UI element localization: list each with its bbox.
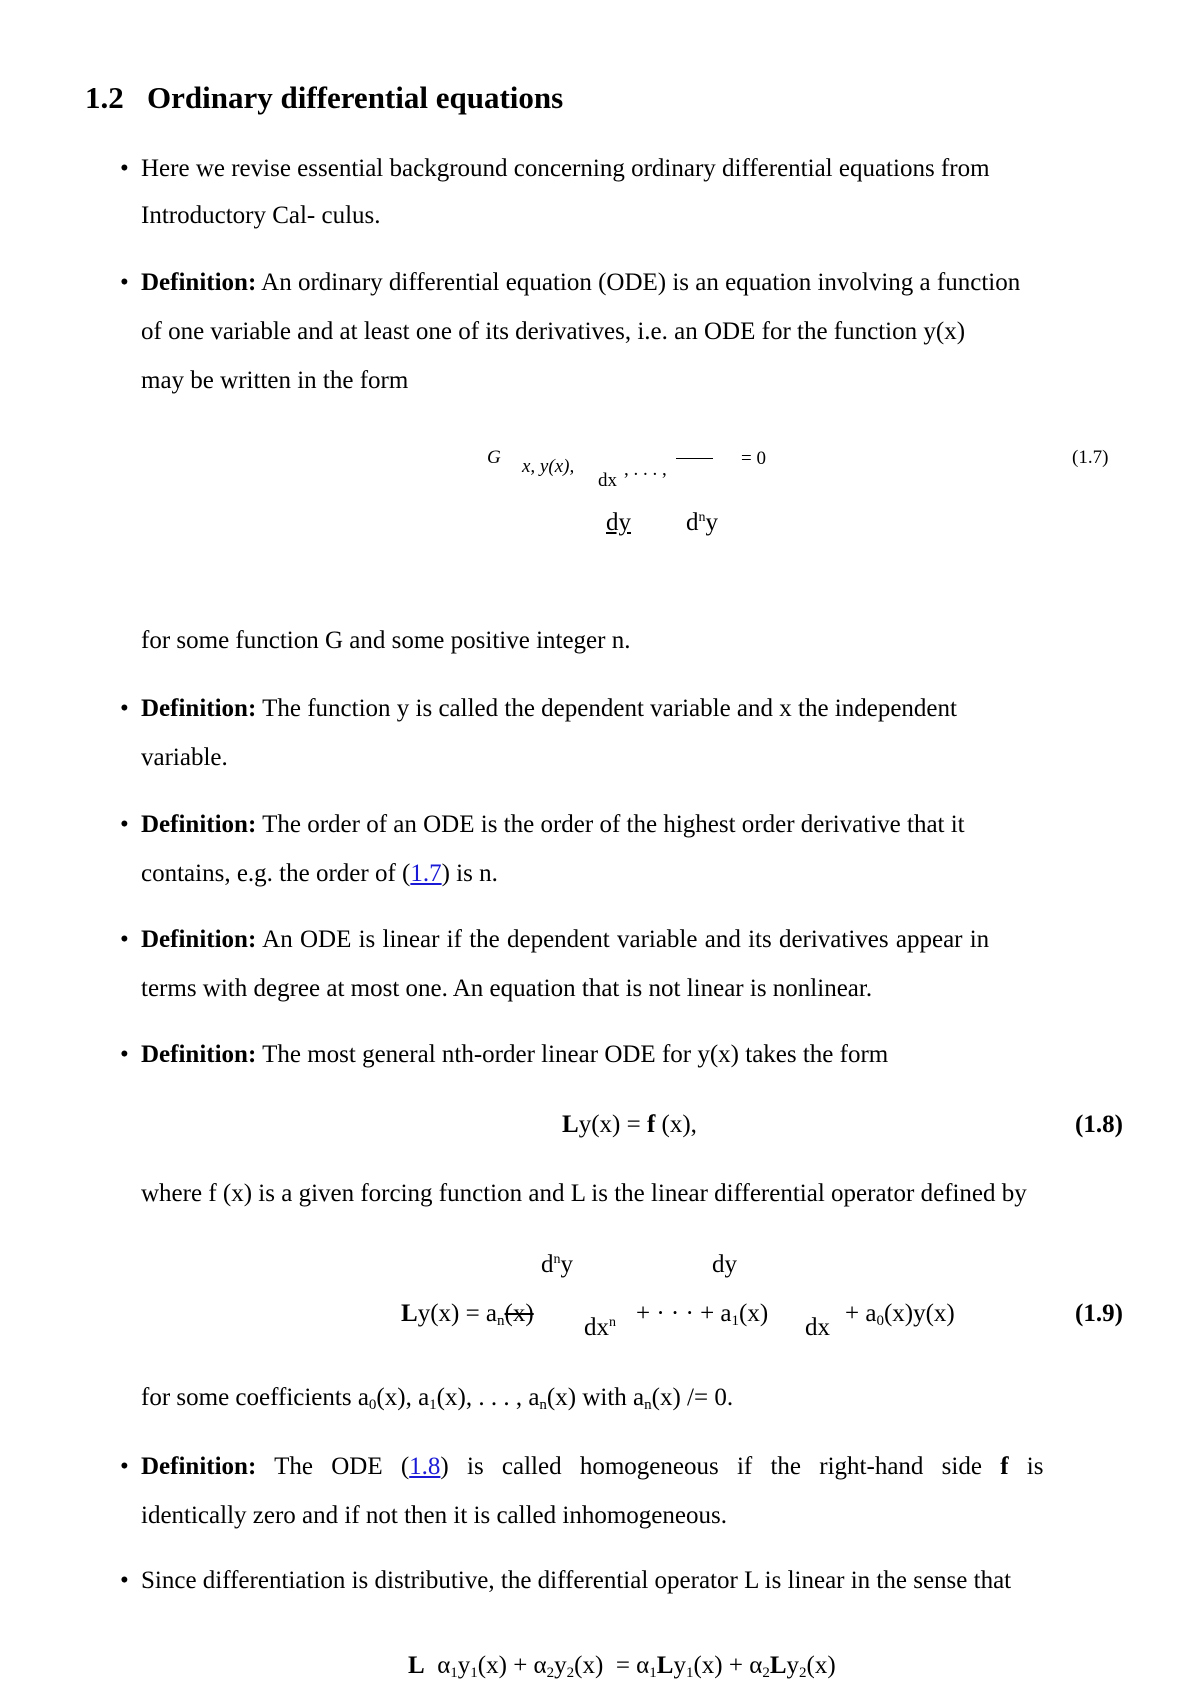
bullet-3-text: The function y is called the dependent variable and x the independent xyxy=(262,695,957,722)
eq17-dx: dx xyxy=(598,470,617,491)
bullet-8-line-1: Since differentiation is distributive, the differential operator L is linear in the sense that xyxy=(141,1567,1012,1594)
definition-label: Definition: xyxy=(141,269,257,296)
bullet-7-line-2: identically zero and if not then it is called inhomogeneous. xyxy=(141,1502,727,1529)
eq17-dots: , . . . , xyxy=(624,459,667,480)
definition-label: Definition: xyxy=(141,1453,257,1480)
bullet-4-line-1 xyxy=(141,811,965,839)
eq-linearity: L $\alpha_1y_1(x) + \alpha_2y_2(x) = \alpha_1Ly_1(x) + \alpha_2Ly_2(x)$ xyxy=(408,1652,836,1681)
operator-L: L xyxy=(562,1111,579,1138)
bullet-2-text: An ordinary differential equation (ODE) is an equation involving a function xyxy=(261,269,1021,296)
bullet-marker: • xyxy=(120,155,129,182)
eq19-dxn: $dx^n$ xyxy=(584,1314,616,1341)
bullet-4-text-post: ) is n. xyxy=(441,860,498,887)
section-title: Ordinary differential equations xyxy=(147,80,564,115)
bullet-marker: • xyxy=(120,269,129,296)
bullet-marker: • xyxy=(120,926,129,953)
fraction-bar xyxy=(676,458,713,459)
bullet-2-line-1 xyxy=(141,269,1020,297)
bullet-7-line-1: Definition: The ODE (1.8) is called homogeneous if the right-hand side f is xyxy=(141,1453,1044,1480)
definition-label: Definition: xyxy=(141,811,257,838)
bullet-4-text-pre: contains, e.g. the order of ( xyxy=(141,860,411,887)
bullet-5-line-1 xyxy=(141,926,989,954)
eq19-tail: + $a_0(x)y(x)$ xyxy=(845,1300,955,1329)
bullet-6-line-1 xyxy=(141,1041,888,1069)
bullet-4-text: The order of an ODE is the order of the highest order derivative that it xyxy=(262,811,965,838)
eq17-number: (1.7) xyxy=(1072,447,1109,468)
bullet-marker: • xyxy=(120,1567,129,1594)
eq19-dny: $d^ny$ xyxy=(541,1251,573,1278)
eq17-equals: = 0 xyxy=(741,448,766,469)
bullet-5-text: An ODE is linear if the dependent variable and its derivatives appear in xyxy=(262,926,990,953)
bullet-2-line-3: may be written in the form xyxy=(141,367,409,394)
eq19-dy: dy xyxy=(712,1251,737,1278)
eq17-args: x, y(x), xyxy=(522,456,575,477)
bullet-marker: • xyxy=(120,811,129,838)
eq18-number: (1.8) xyxy=(1075,1111,1123,1138)
eq18: Ly(x) = f (x), xyxy=(562,1111,697,1138)
bullet-6-text: The most general nth-order linear ODE for y(x) takes the form xyxy=(262,1041,889,1068)
after-eq17-text: for some function G and some positive integer n. xyxy=(141,627,631,654)
eq-ref-link[interactable]: 1.7 xyxy=(410,860,442,887)
eq-ref-link[interactable]: 1.8 xyxy=(409,1453,441,1480)
eq17-dy: dy xyxy=(606,509,631,536)
bullet-marker: • xyxy=(120,1041,129,1068)
bullet-1-line-2: Introductory Cal- culus. xyxy=(141,202,381,229)
bullet-3-line-1 xyxy=(141,695,957,723)
section-number: 1.2 xyxy=(85,80,124,115)
eq19-number: (1.9) xyxy=(1075,1300,1123,1327)
eq19-dx: dx xyxy=(805,1314,830,1341)
eq17-dny: $d^ny$ xyxy=(686,509,718,536)
after-eq19-text: for some coefficients $a_0(x)$, $a_1(x)$, . . . , $a_n(x)$ with $a_n(x) /= 0$. xyxy=(141,1384,734,1413)
bullet-1-line-1: Here we revise essential background concerning ordinary differential equations from xyxy=(141,155,990,182)
eq19-mid: + · · · + $a_1(x)$ xyxy=(636,1300,769,1329)
bullet-2-line-2: of one variable and at least one of its derivatives, i.e. an ODE for the function y(x) xyxy=(141,318,966,345)
eq17-G: G xyxy=(487,447,501,468)
bullet-5-line-2: terms with degree at most one. An equation that is not linear is nonlinear. xyxy=(141,975,873,1002)
definition-label: Definition: xyxy=(141,695,257,722)
bullet-marker: • xyxy=(120,1453,129,1480)
definition-label: Definition: xyxy=(141,1041,257,1068)
operator-L: L xyxy=(401,1300,418,1327)
bullet-4-line-2 xyxy=(141,860,498,888)
section-heading xyxy=(85,80,563,116)
after-eq18-text: where f (x) is a given forcing function and L is the linear differential operator defined by xyxy=(141,1180,1027,1207)
eq19-main: $Ly(x) = a_n(x)$ xyxy=(401,1300,534,1329)
bullet-marker: • xyxy=(120,695,129,722)
bullet-3-line-2: variable. xyxy=(141,744,228,771)
definition-label: Definition: xyxy=(141,926,257,953)
